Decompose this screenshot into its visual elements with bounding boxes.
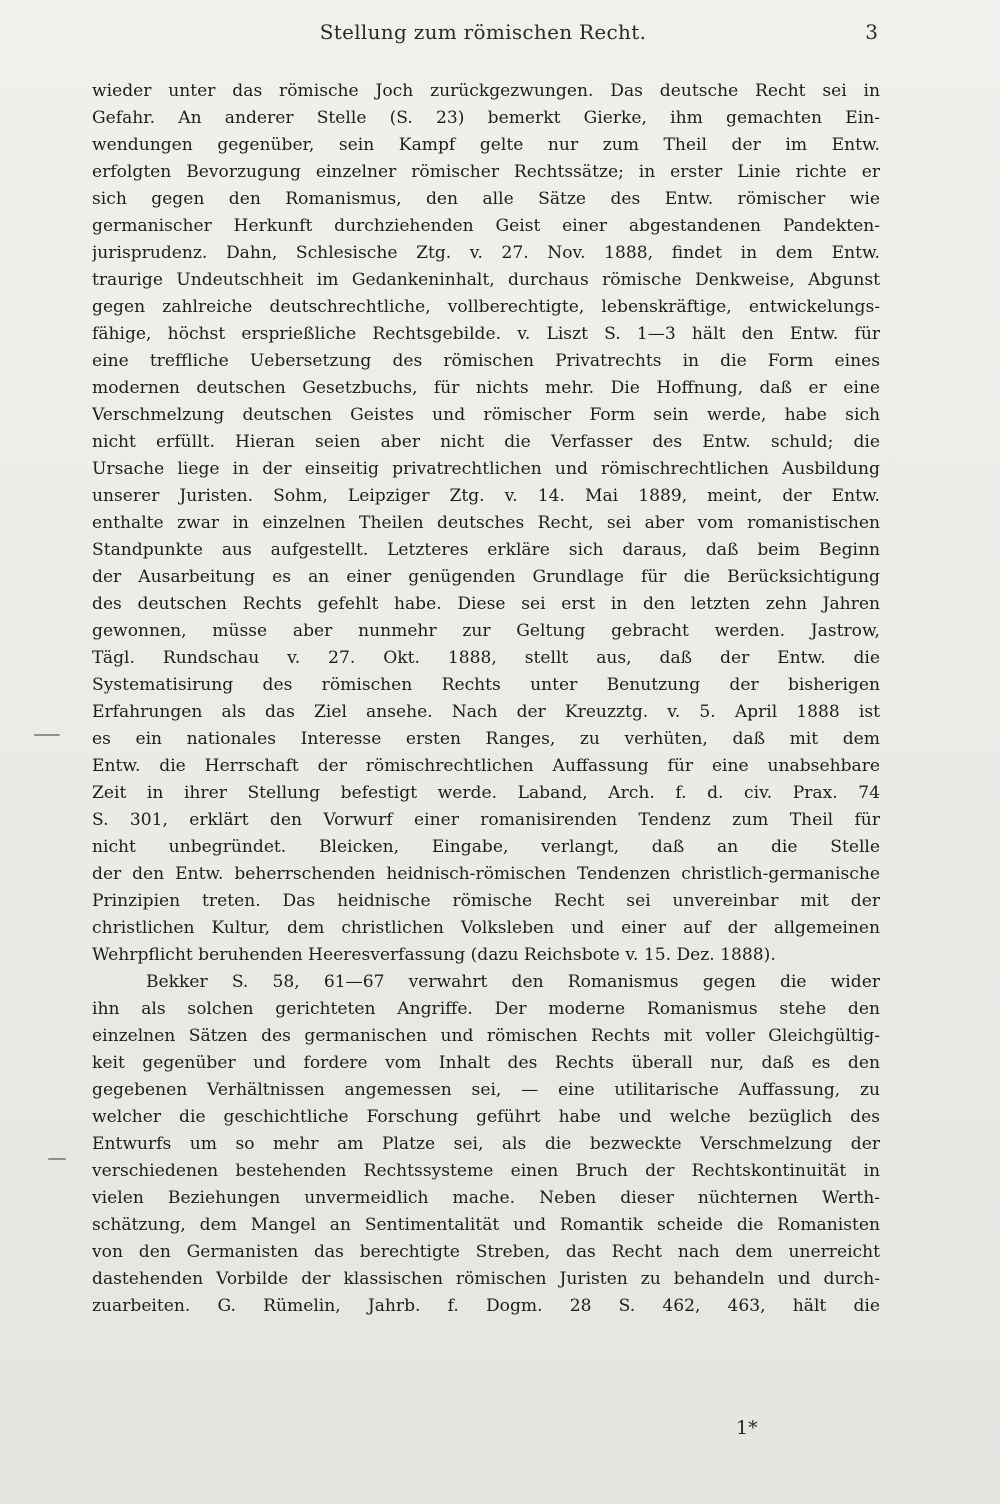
scan-speck (34, 734, 60, 736)
text-line: sich gegen den Romanismus, den alle Sätze des Entw. römischer wie (92, 189, 880, 209)
page-number: 3 (865, 20, 878, 44)
text-line: modernen deutschen Gesetzbuchs, für nichts mehr. Die Hoffnung, daß er eine (92, 378, 880, 398)
text-line: Gefahr. An anderer Stelle (S. 23) bemerkt Gierke, ihm gemachten Ein- (92, 108, 880, 128)
text-line: Standpunkte aus aufgestellt. Letzteres erkläre sich daraus, daß beim Beginn (92, 540, 880, 560)
text-line: des deutschen Rechts gefehlt habe. Diese sei erst in den letzten zehn Jahren (92, 594, 880, 614)
text-line: gewonnen, müsse aber nunmehr zur Geltung gebracht werden. Jastrow, (92, 621, 880, 641)
text-line: traurige Undeutschheit im Gedankeninhalt, durchaus römische Denkweise, Abgunst (92, 270, 880, 290)
text-line: keit gegenüber und fordere vom Inhalt des Rechts überall nur, daß es den (92, 1053, 880, 1073)
text-line: Systematisirung des römischen Rechts unter Benutzung der bisherigen (92, 675, 880, 695)
text-line: wieder unter das römische Joch zurückgezwungen. Das deutsche Recht sei in (92, 81, 880, 101)
text-line: wendungen gegenüber, sein Kampf gelte nur zum Theil der im Entw. (92, 135, 880, 155)
text-line: vielen Beziehungen unvermeidlich mache. Neben dieser nüchternen Werth- (92, 1188, 880, 1208)
text-line: von den Germanisten das berechtigte Streben, das Recht nach dem unerreicht (92, 1242, 880, 1262)
text-line: eine treffliche Uebersetzung des römischen Privatrechts in die Form eines (92, 351, 880, 371)
text-line: christlichen Kultur, dem christlichen Volksleben und einer auf der allgemeinen (92, 918, 880, 938)
body-text (92, 78, 880, 1320)
text-line: S. 301, erklärt den Vorwurf einer romanisirenden Tendenz zum Theil für (92, 810, 880, 830)
text-line: Entwurfs um so mehr am Platze sei, als die bezweckte Verschmelzung der (92, 1134, 880, 1154)
text-line: Ursache liege in der einseitig privatrechtlichen und römischrechtlichen Ausbildung (92, 459, 880, 479)
text-line: welcher die geschichtliche Forschung geführt habe und welche bezüglich des (92, 1107, 880, 1127)
text-line: verschiedenen bestehenden Rechtssysteme einen Bruch der Rechtskontinuität in (92, 1161, 880, 1181)
text-line: Prinzipien treten. Das heidnische römische Recht sei unvereinbar mit der (92, 891, 880, 911)
text-line: dastehenden Vorbilde der klassischen römischen Juristen zu behandeln und durch- (92, 1269, 880, 1289)
text-line: jurisprudenz. Dahn, Schlesische Ztg. v. 27. Nov. 1888, findet in dem Entw. (92, 243, 880, 263)
paragraph-end-line: Wehrpflicht beruhenden Heeresverfassung (dazu Reichsbote v. 15. Dez. 1888). (92, 945, 776, 965)
text-line: zuarbeiten. G. Rümelin, Jahrb. f. Dogm. 28 S. 462, 463, hält die (92, 1296, 880, 1316)
paragraph-start-line: Bekker S. 58, 61—67 verwahrt den Romanismus gegen die wider (146, 972, 880, 992)
scan-speck (48, 1158, 66, 1160)
text-line: Verschmelzung deutschen Geistes und römischer Form sein werde, habe sich (92, 405, 880, 425)
text-line: Entw. die Herrschaft der römischrechtlichen Auffassung für eine unabsehbare (92, 756, 880, 776)
text-line: Erfahrungen als das Ziel ansehe. Nach der Kreuzztg. v. 5. April 1888 ist (92, 702, 880, 722)
text-line: der den Entw. beherrschenden heidnisch-römischen Tendenzen christlich-germanische (92, 864, 880, 884)
text-line: schätzung, dem Mangel an Sentimentalität und Romantik scheide die Romanisten (92, 1215, 880, 1235)
text-line: gegen zahlreiche deutschrechtliche, vollberechtigte, lebenskräftige, entwickelungs- (92, 297, 880, 317)
text-line: der Ausarbeitung es an einer genügenden Grundlage für die Berücksichtigung (92, 567, 880, 587)
text-line: nicht erfüllt. Hieran seien aber nicht die Verfasser des Entw. schuld; die (92, 432, 880, 452)
text-line: erfolgten Bevorzugung einzelner römischer Rechtssätze; in erster Linie richte er (92, 162, 880, 182)
text-line: fähige, höchst ersprießliche Rechtsgebilde. v. Liszt S. 1—3 hält den Entw. für (92, 324, 880, 344)
text-line: es ein nationales Interesse ersten Ranges, zu verhüten, daß mit dem (92, 729, 880, 749)
text-line: Zeit in ihrer Stellung befestigt werde. Laband, Arch. f. d. civ. Prax. 74 (92, 783, 880, 803)
text-line: unserer Juristen. Sohm, Leipziger Ztg. v. 14. Mai 1889, meint, der Entw. (92, 486, 880, 506)
text-line: enthalte zwar in einzelnen Theilen deutsches Recht, sei aber vom romanistischen (92, 513, 880, 533)
signature-mark: 1* (736, 1417, 758, 1439)
text-line: Tägl. Rundschau v. 27. Okt. 1888, stellt aus, daß der Entw. die (92, 648, 880, 668)
running-title: Stellung zum römischen Recht. (319, 20, 647, 44)
text-line: nicht unbegründet. Bleicken, Eingabe, verlangt, daß an die Stelle (92, 837, 880, 857)
text-line: einzelnen Sätzen des germanischen und römischen Rechts mit voller Gleichgültig- (92, 1026, 880, 1046)
text-line: gegebenen Verhältnissen angemessen sei, — eine utilitarische Auffassung, zu (92, 1080, 880, 1100)
text-line: germanischer Herkunft durchziehenden Geist einer abgestandenen Pandekten- (92, 216, 880, 236)
running-head (88, 20, 878, 56)
text-line: ihn als solchen gerichteten Angriffe. Der moderne Romanismus stehe den (92, 999, 880, 1019)
